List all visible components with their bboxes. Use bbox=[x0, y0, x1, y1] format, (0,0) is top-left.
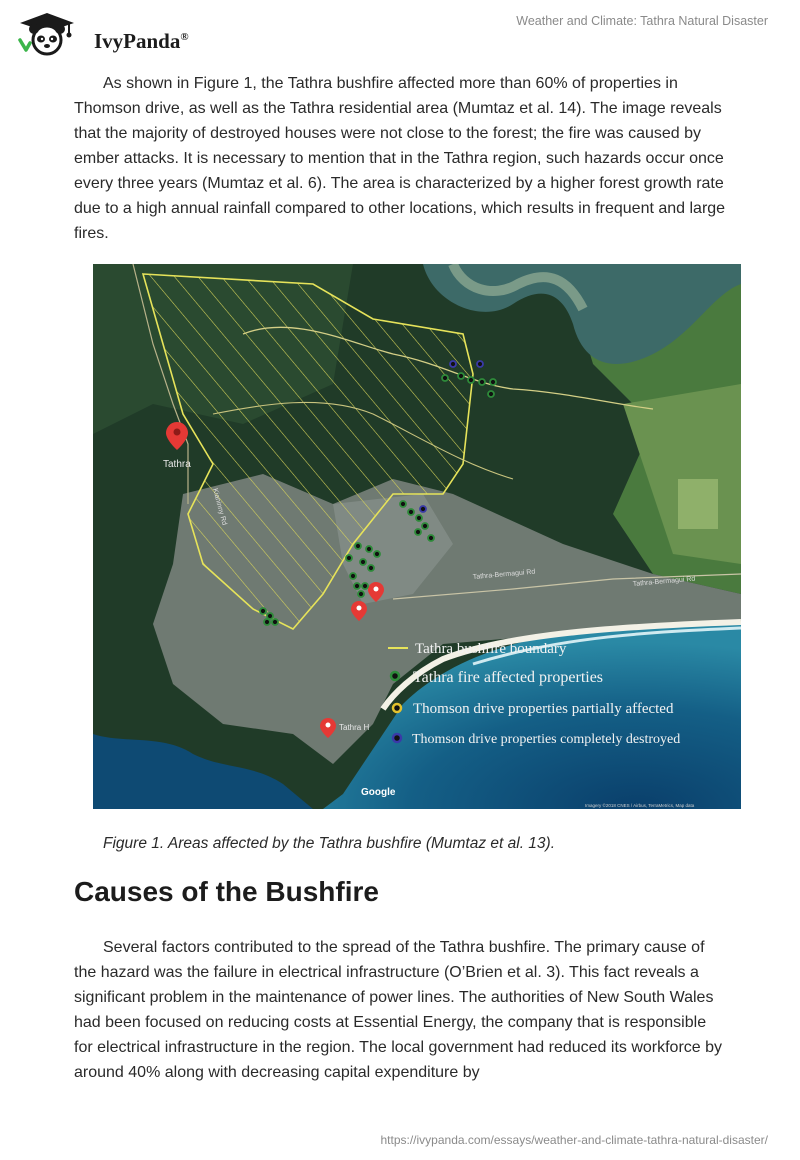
property-marker bbox=[428, 535, 434, 541]
imagery-credit: Imagery ©2018 CNES / Airbus, TerraMetrics, Map data bbox=[585, 803, 695, 808]
property-marker bbox=[368, 565, 374, 571]
property-marker bbox=[360, 559, 366, 565]
property-marker bbox=[272, 619, 278, 625]
road-label: Tathra-Bermagui Rd bbox=[632, 575, 696, 588]
source-url-link[interactable]: https://ivypanda.com/essays/weather-and-climate-tathra-natural-disaster/ bbox=[380, 1133, 768, 1147]
property-marker bbox=[408, 509, 414, 515]
property-marker bbox=[477, 361, 483, 367]
property-marker bbox=[479, 379, 485, 385]
map-label-headland: Tathra H bbox=[339, 723, 370, 732]
property-marker bbox=[416, 515, 422, 521]
property-marker bbox=[468, 377, 474, 383]
property-marker bbox=[450, 361, 456, 367]
property-marker bbox=[422, 523, 428, 529]
legend-destroyed: Thomson drive properties completely destroyed bbox=[412, 732, 681, 747]
property-marker bbox=[267, 613, 273, 619]
property-marker bbox=[350, 573, 356, 579]
property-marker bbox=[366, 546, 372, 552]
property-marker bbox=[346, 555, 352, 561]
property-marker bbox=[264, 619, 270, 625]
property-marker bbox=[488, 391, 494, 397]
google-label: Google bbox=[361, 787, 396, 798]
property-marker bbox=[420, 506, 426, 512]
property-marker bbox=[458, 373, 464, 379]
property-marker bbox=[362, 583, 368, 589]
property-marker bbox=[260, 608, 266, 614]
document-title: Weather and Climate: Tathra Natural Disaster bbox=[516, 14, 768, 28]
legend-affected: Tathra fire affected properties bbox=[413, 669, 604, 686]
property-marker bbox=[354, 583, 360, 589]
road-label: Kianinny Rd bbox=[211, 487, 228, 526]
body-paragraph: Several factors contributed to the spread of the Tathra bushfire. The primary cause of the hazard was the failure in electrical infrastructure (O’Brien et al. 3). This fact reveals a significant problem in the maintenance of power lines. The authorities of New South Wales had been focused on reducing costs at Essential Energy, the company that is responsible for electrical infrastructure in the region. The local government had reduced its workforce by around 40% along with decreasing capital expenditure by bbox=[74, 939, 723, 1081]
property-marker bbox=[490, 379, 496, 385]
body-paragraph: As shown in Figure 1, the Tathra bushfire affected more than 60% of properties in Thomson drive, as well as the Tathra residential area (Mumtaz et al. 14). The image reveals that the majority of destroyed houses were not close to the forest; the fire was caused by ember attacks. It is necessary to mention that in the Tathra region, such hazards occur once every three years (Mumtaz et al. 6). The area is characterized by a higher forest growth rate due to a high annual rainfall compared to other locations, which results in frequent and large fires. bbox=[74, 75, 726, 242]
property-marker bbox=[415, 529, 421, 535]
property-marker bbox=[355, 543, 361, 549]
figure-caption: Figure 1. Areas affected by the Tathra bushfire (Mumtaz et al. 13). bbox=[103, 835, 556, 852]
figure-map bbox=[93, 264, 741, 809]
ivypanda-logo[interactable] bbox=[16, 10, 189, 56]
panda-graduate-icon bbox=[16, 10, 78, 56]
property-marker bbox=[442, 375, 448, 381]
property-marker bbox=[400, 501, 406, 507]
map-label-town: Tathra bbox=[163, 459, 191, 470]
road-label: Tathra-Bermagui Rd bbox=[472, 568, 536, 581]
section-heading: Causes of the Bushfire bbox=[74, 876, 379, 907]
property-marker bbox=[358, 591, 364, 597]
satellite-map-image bbox=[93, 264, 741, 809]
legend-boundary: Tathra bushfire boundary bbox=[415, 641, 567, 657]
page-header bbox=[0, 0, 800, 60]
property-marker bbox=[374, 551, 380, 557]
brand-name: IvyPanda® bbox=[94, 29, 189, 53]
legend-partial: Thomson drive properties partially affected bbox=[413, 701, 674, 717]
